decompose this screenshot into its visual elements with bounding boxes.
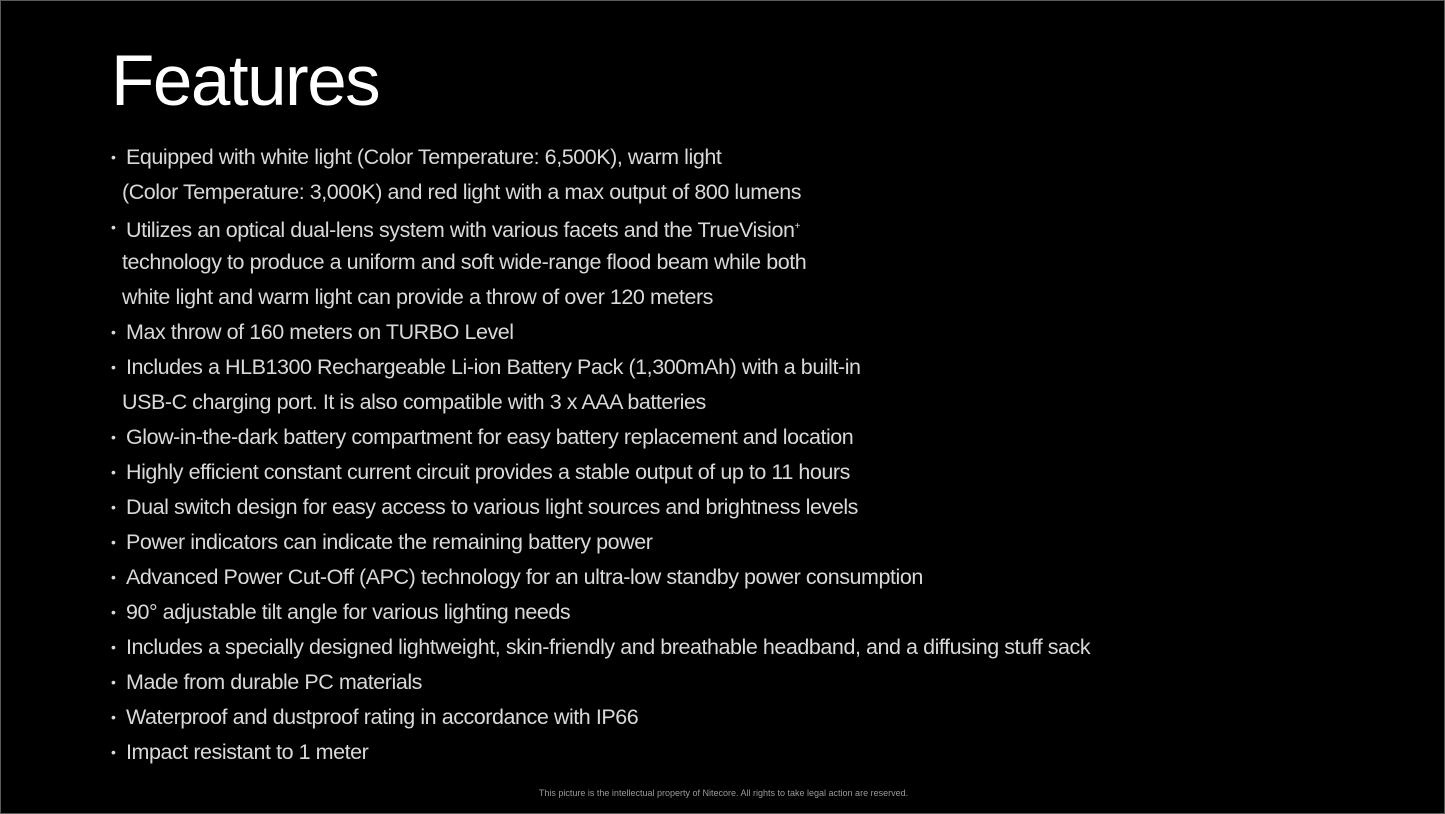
- feature-text: (Color Temperature: 3,000K) and red light with a max output of 800 lumens: [122, 180, 802, 204]
- feature-text: white light and warm light can provide a throw of over 120 meters: [122, 285, 713, 309]
- bullet-icon: •: [111, 464, 116, 480]
- bullet-icon: •: [111, 639, 116, 655]
- feature-item: [111, 561, 1090, 596]
- bullet-icon: •: [111, 709, 116, 725]
- page-title: Features: [111, 42, 380, 121]
- feature-text: Made from durable PC materials: [126, 670, 422, 694]
- feature-item: [111, 526, 1090, 561]
- bullet-icon: •: [111, 744, 116, 760]
- bullet-icon: •: [111, 219, 116, 235]
- feature-text: Includes a specially designed lightweight, skin-friendly and breathable headband, and a diffusing stuff sack: [126, 635, 1091, 659]
- feature-line-continued: [111, 176, 1090, 211]
- feature-text: Highly efficient constant current circuit provides a stable output of up to 11 hours: [126, 460, 850, 484]
- feature-line: [111, 421, 1090, 456]
- feature-text: Equipped with white light (Color Temperature: 6,500K), warm light: [126, 145, 722, 169]
- feature-text: USB-C charging port. It is also compatible with 3 x AAA batteries: [122, 390, 706, 414]
- feature-text: Waterproof and dustproof rating in accordance with IP66: [126, 705, 639, 729]
- feature-line: [111, 631, 1090, 666]
- feature-text: Dual switch design for easy access to various light sources and brightness levels: [126, 495, 858, 519]
- feature-line: [111, 456, 1090, 491]
- feature-text: Glow-in-the-dark battery compartment for easy battery replacement and location: [126, 425, 854, 449]
- feature-line: [111, 596, 1090, 631]
- bullet-icon: •: [111, 534, 116, 550]
- feature-text: Max throw of 160 meters on TURBO Level: [126, 320, 514, 344]
- feature-line: [111, 526, 1090, 561]
- feature-item: [111, 351, 1090, 421]
- feature-item: [111, 701, 1090, 736]
- feature-text: 90° adjustable tilt angle for various lighting needs: [126, 600, 571, 624]
- feature-item: [111, 736, 1090, 771]
- feature-text: Power indicators can indicate the remaining battery power: [126, 530, 653, 554]
- feature-line: [111, 736, 1090, 771]
- feature-line: [111, 316, 1090, 351]
- feature-line: [111, 666, 1090, 701]
- feature-item: [111, 141, 1090, 211]
- feature-item: [111, 491, 1090, 526]
- feature-text: Advanced Power Cut-Off (APC) technology for an ultra-low standby power consumption: [126, 565, 923, 589]
- feature-line: [111, 701, 1090, 736]
- feature-text: Impact resistant to 1 meter: [126, 740, 369, 764]
- feature-item: [111, 596, 1090, 631]
- feature-item: [111, 211, 1090, 316]
- feature-line: [111, 211, 1090, 246]
- feature-line: [111, 491, 1090, 526]
- feature-text: technology to produce a uniform and soft wide-range flood beam while both: [122, 250, 807, 274]
- feature-item: [111, 316, 1090, 351]
- feature-line-continued: [111, 281, 1090, 316]
- bullet-icon: •: [111, 499, 116, 515]
- feature-line: [111, 351, 1090, 386]
- bullet-icon: •: [111, 149, 116, 165]
- feature-item: [111, 456, 1090, 491]
- feature-line: [111, 561, 1090, 596]
- feature-item: [111, 631, 1090, 666]
- copyright-notice: This picture is the intellectual property of Nitecore. All rights to take legal action are reserved.: [538, 788, 909, 798]
- bullet-icon: •: [111, 604, 116, 620]
- feature-line: [111, 141, 1090, 176]
- features-list: [111, 141, 1090, 771]
- feature-text: Utilizes an optical dual-lens system with various facets and the TrueVision: [126, 218, 795, 243]
- bullet-icon: •: [111, 569, 116, 585]
- feature-item: [111, 421, 1090, 456]
- superscript-mark: +: [794, 221, 800, 232]
- feature-text: Includes a HLB1300 Rechargeable Li-ion Battery Pack (1,300mAh) with a built-in: [126, 355, 861, 379]
- bullet-icon: •: [111, 324, 116, 340]
- bullet-icon: •: [111, 674, 116, 690]
- feature-line-continued: [111, 246, 1090, 281]
- feature-line-continued: [111, 386, 1090, 421]
- bullet-icon: •: [111, 429, 116, 445]
- feature-item: [111, 666, 1090, 701]
- bullet-icon: •: [111, 359, 116, 375]
